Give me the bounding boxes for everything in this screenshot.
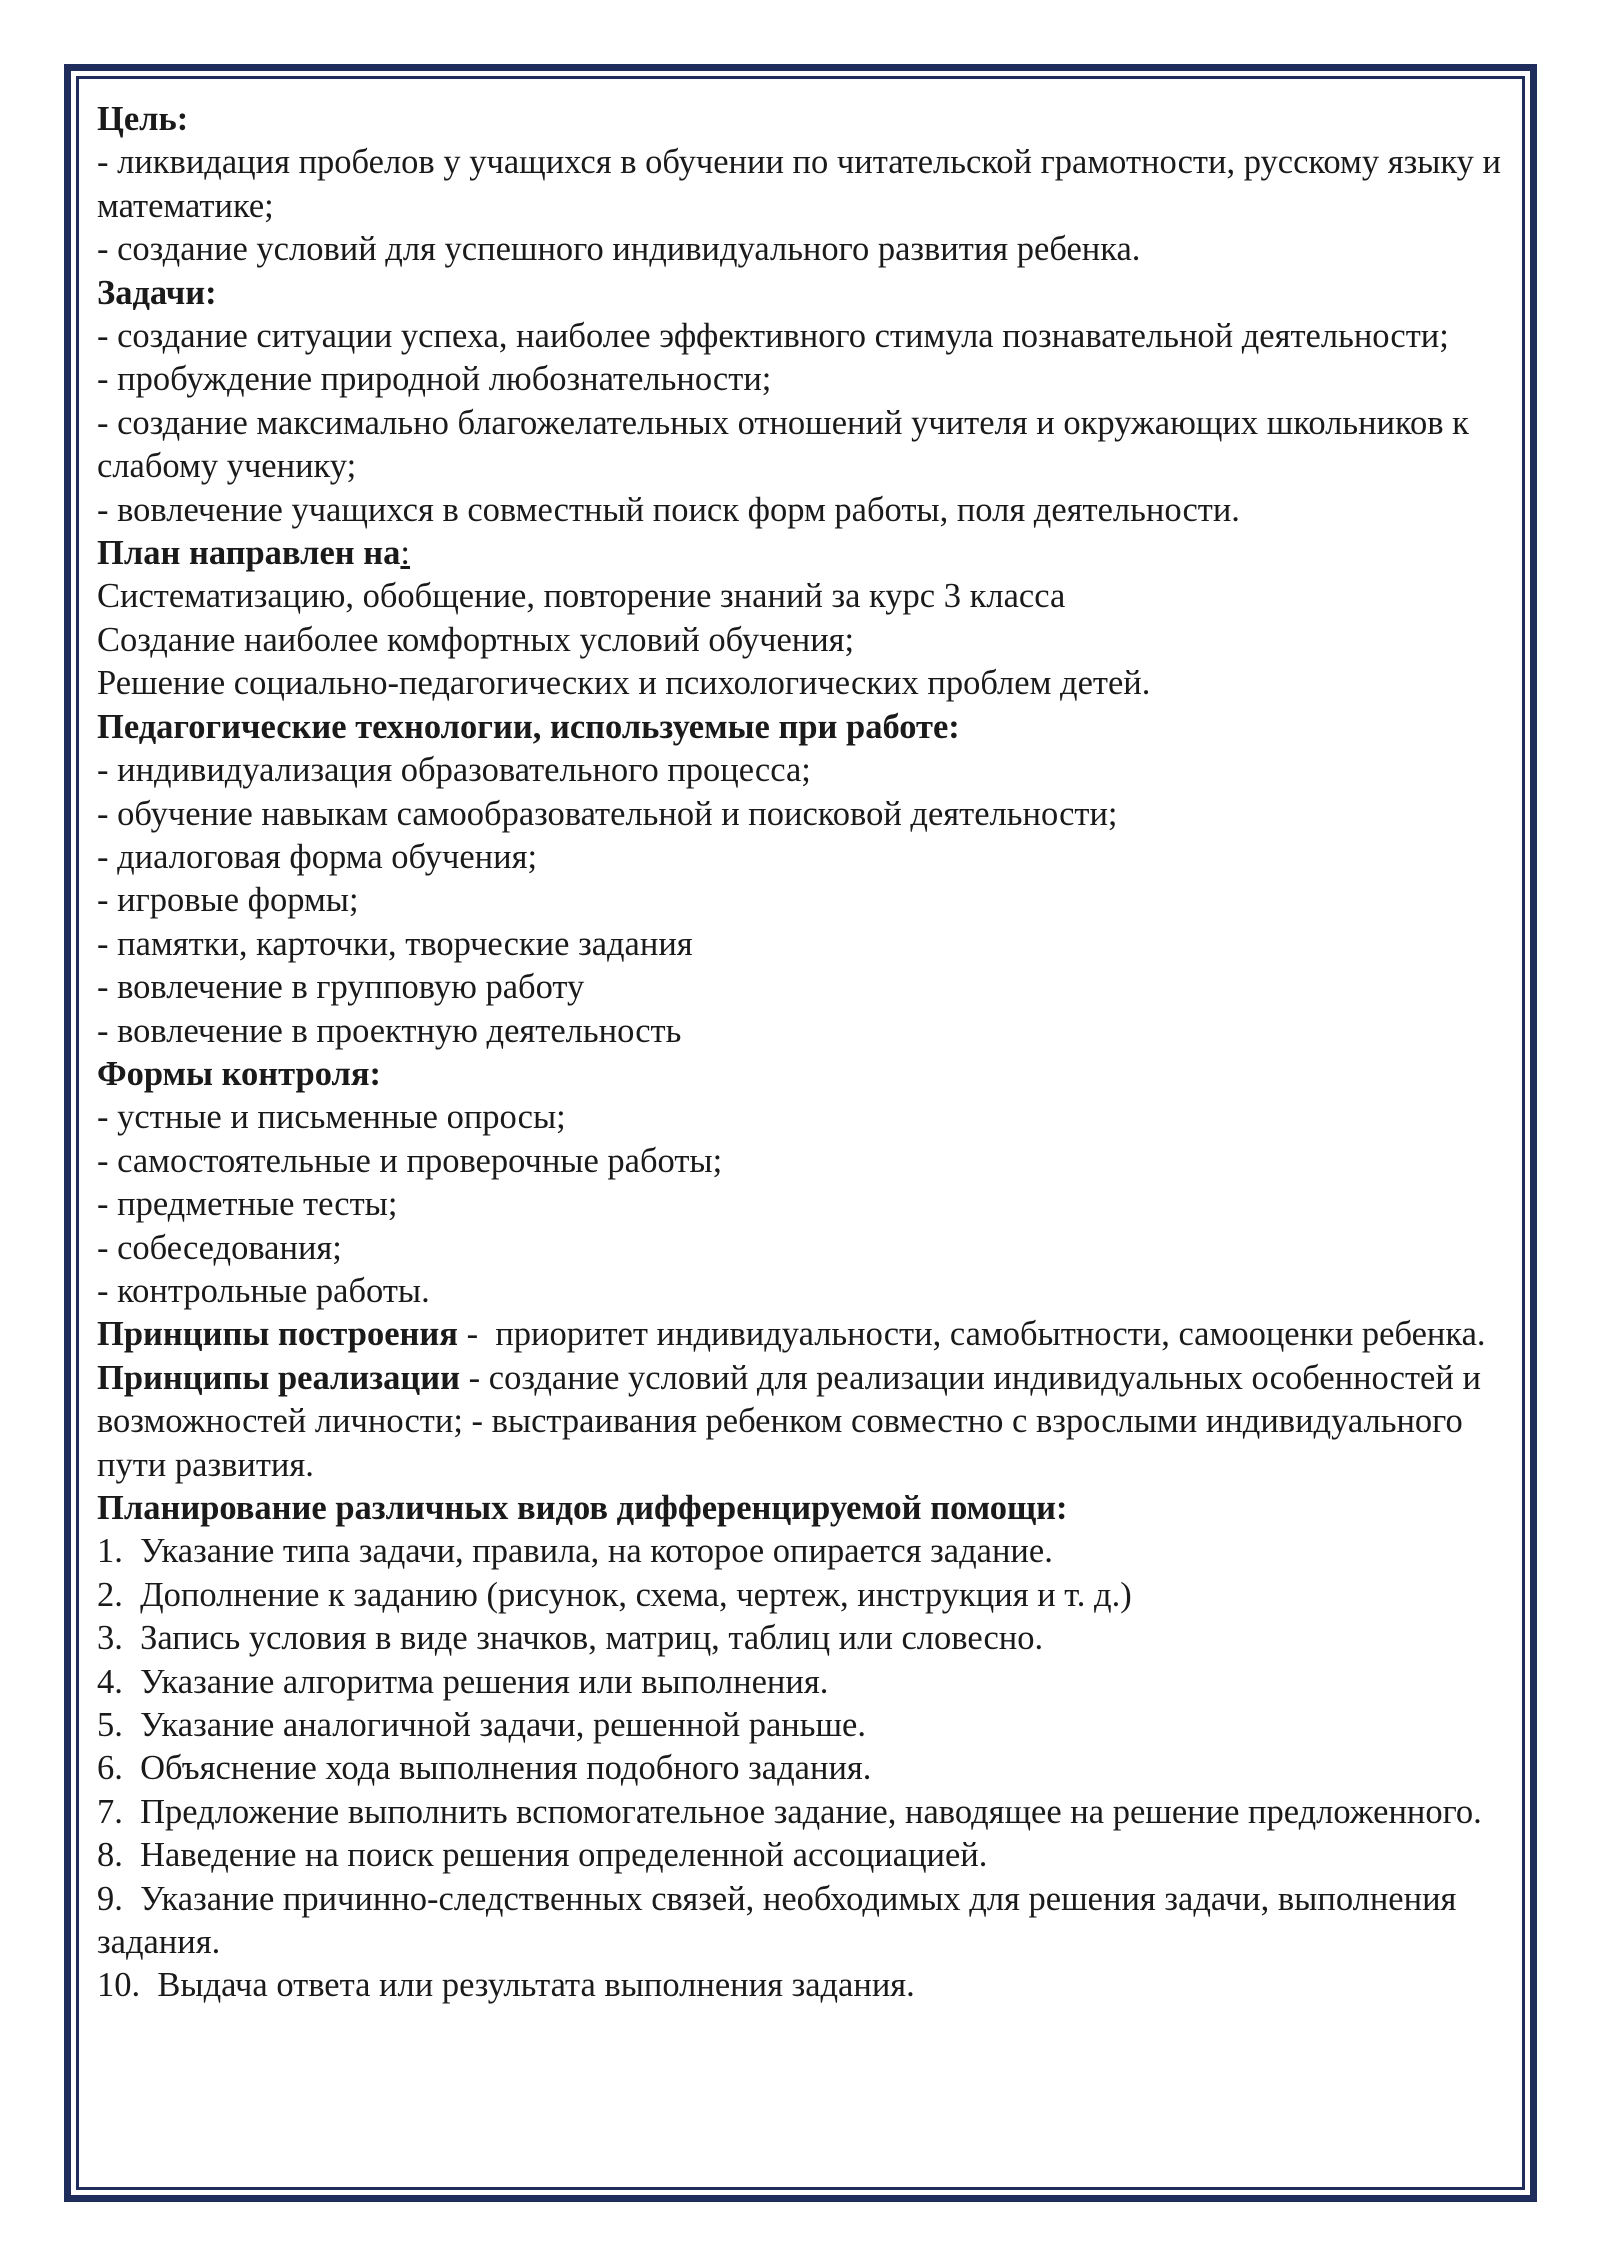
goal-heading: Цель: (97, 100, 189, 138)
control-item: - самостоятельные и проверочные работы; (97, 1141, 723, 1180)
plan-item: Систематизацию, обобщение, повторение знаний за курс 3 класса (97, 577, 1066, 616)
plan-heading-colon: : (400, 534, 411, 573)
control-heading: Формы контроля: (97, 1054, 382, 1093)
technology-item: - вовлечение в групповую работу (97, 968, 585, 1007)
principles-impl-heading: Принципы реализации (97, 1358, 461, 1397)
help-item: 9. Указание причинно-следственных связей, необходимых для решения задачи, выполнения задания. (97, 1879, 1466, 1962)
technology-item: - обучение навыкам самообразовательной и поисковой деятельности; (97, 794, 1118, 833)
principles-build-heading: Принципы построения (97, 1315, 458, 1354)
principles-build-paragraph (97, 1313, 1517, 1356)
control-item: - предметные тесты; (97, 1185, 398, 1224)
control-item: - собеседования; (97, 1228, 342, 1267)
help-item: 3. Запись условия в виде значков, матриц, таблиц или словесно. (97, 1619, 1044, 1658)
help-item: 2. Дополнение к заданию (рисунок, схема, чертеж, инструкция и т. д.) (97, 1575, 1132, 1614)
help-item: 4. Указание алгоритма решения или выполнения. (97, 1662, 829, 1701)
help-item: 6. Объяснение хода выполнения подобного задания. (97, 1749, 872, 1788)
technology-item: - игровые формы; (97, 881, 359, 920)
tasks-heading: Задачи: (97, 273, 217, 312)
help-item: 7. Предложение выполнить вспомогательное задание, наводящее на решение предложенного. (97, 1792, 1482, 1831)
principles-build-text: - приоритет индивидуальности, самобытности, самооценки ребенка. (457, 1315, 1486, 1354)
technology-item: - памятки, карточки, творческие задания (97, 924, 693, 963)
document-body (97, 98, 1517, 2008)
task-item: - создание ситуации успеха, наиболее эффективного стимула познавательной деятельности; (97, 317, 1449, 356)
plan-item: Решение социально-педагогических и психологических проблем детей. (97, 664, 1151, 703)
plan-heading-line (97, 532, 1517, 575)
control-item: - контрольные работы. (97, 1271, 430, 1310)
help-item: 8. Наведение на поиск решения определенной ассоциацией. (97, 1836, 988, 1875)
control-item: - устные и письменные опросы; (97, 1098, 566, 1137)
task-item: - создание максимально благожелательных отношений учителя и окружающих школьников к слабому ученику; (97, 403, 1478, 486)
technology-item: - индивидуализация образовательного процесса; (97, 751, 811, 790)
goal-item: - создание условий для успешного индивидуального развития ребенка. (97, 230, 1141, 269)
technology-item: - вовлечение в проектную деятельность (97, 1011, 682, 1050)
principles-impl-text: - создание условий для реализации индивидуальных особенностей и возможностей личности; - выстраивания ребенком совместно с взрослыми индивидуального пути развития. (97, 1358, 1490, 1484)
help-item: 5. Указание аналогичной задачи, решенной раньше. (97, 1706, 866, 1745)
technologies-heading: Педагогические технологии, используемые при работе: (97, 707, 960, 746)
help-item: 1. Указание типа задачи, правила, на которое опирается задание. (97, 1532, 1053, 1571)
help-heading: Планирование различных видов дифференцируемой помощи: (97, 1489, 1068, 1527)
plan-item: Создание наиболее комфортных условий обучения; (97, 620, 855, 659)
goal-item: - ликвидация пробелов у учащихся в обучении по читательской грамотности, русскому языку и математике; (97, 143, 1510, 225)
help-item: 10. Выдача ответа или результата выполнения задания. (97, 1966, 915, 2005)
task-item: - пробуждение природной любознательности; (97, 360, 772, 399)
principles-impl-paragraph (97, 1357, 1517, 1487)
plan-heading: План направлен на (97, 534, 401, 573)
task-item: - вовлечение учащихся в совместный поиск форм работы, поля деятельности. (97, 490, 1240, 529)
technology-item: - диалоговая форма обучения; (97, 837, 538, 876)
